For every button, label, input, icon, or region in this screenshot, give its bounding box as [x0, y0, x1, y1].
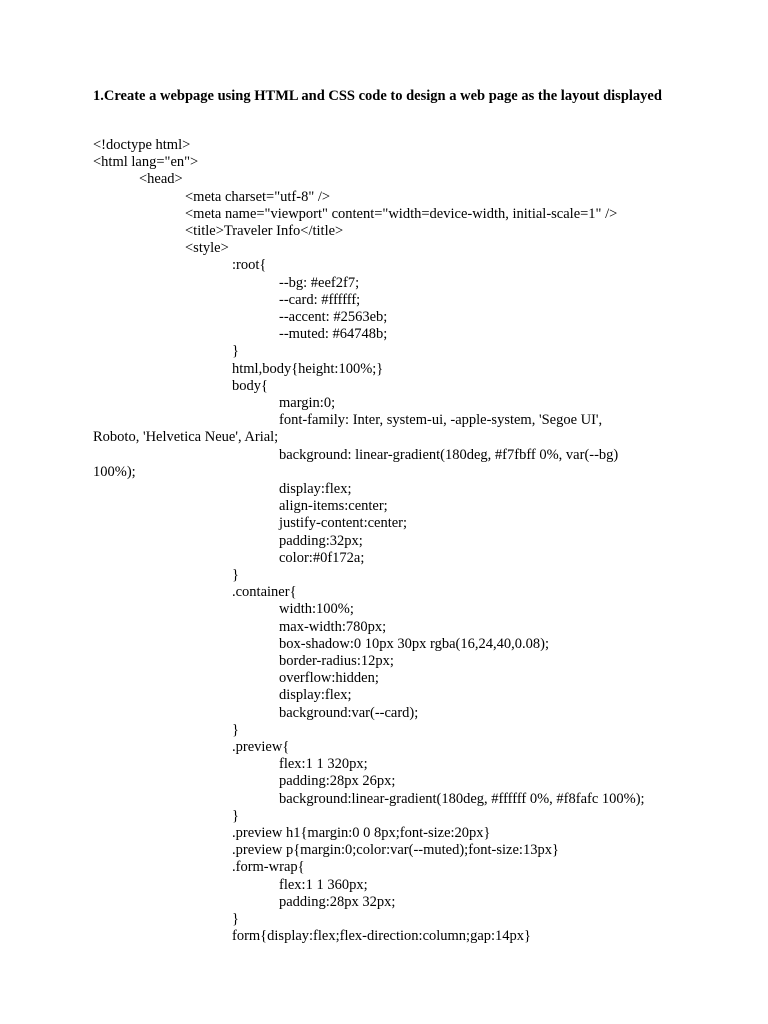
code-line: border-radius:12px;: [279, 653, 394, 669]
code-line: flex:1 1 360px;: [279, 876, 368, 893]
code-line: padding:28px 32px;: [279, 893, 396, 910]
code-line: }: [232, 567, 239, 583]
code-line: --card: #ffffff;: [279, 291, 361, 308]
code-line: width:100%;: [279, 601, 354, 618]
code-line: Roboto, 'Helvetica Neue', Arial;: [93, 429, 279, 446]
code-line: 100%);: [93, 463, 136, 480]
code-line: <html lang="en">: [93, 154, 199, 171]
code-line: font-family: Inter, system-ui, -apple-system, 'Segoe UI',: [279, 412, 603, 429]
code-line: }: [232, 807, 239, 824]
code-line: justify-content:center;: [279, 515, 408, 532]
code-line: .container{: [232, 584, 297, 601]
code-line: }: [232, 343, 239, 360]
code-line: overflow:hidden;: [279, 670, 379, 687]
code-line: padding:32px;: [279, 532, 363, 549]
code-line: box-shadow:0 10px 30px rgba(16,24,40,0.08);: [279, 635, 549, 652]
code-line: max-width:780px;: [279, 618, 387, 635]
code-line: .form-wrap{: [232, 859, 305, 876]
code-line: }: [232, 911, 239, 927]
code-line: --bg: #eef2f7;: [279, 274, 360, 291]
code-line: html,body{height:100%;}: [232, 360, 384, 377]
code-line: --accent: #2563eb;: [279, 309, 388, 325]
code-line: <meta charset="utf-8" />: [185, 188, 331, 205]
question-heading: 1.Create a webpage using HTML and CSS code to design a web page as the layout displayed: [93, 88, 662, 104]
code-line: body{: [232, 377, 268, 394]
code-line: background: linear-gradient(180deg, #f7fbff 0%, var(--bg): [279, 446, 619, 463]
code-line: .preview h1{margin:0 0 8px;font-size:20px}: [232, 825, 491, 841]
code-line: <head>: [139, 171, 183, 188]
code-line: :root{: [232, 257, 267, 274]
code-line: }: [232, 721, 239, 738]
code-line: <!doctype html>: [93, 137, 191, 153]
code-line: flex:1 1 320px;: [279, 756, 368, 773]
code-line: form{display:flex;flex-direction:column;gap:14px}: [232, 928, 532, 945]
code-line: <title>Traveler Info</title>: [185, 223, 344, 239]
code-line: <style>: [185, 240, 229, 257]
code-line: color:#0f172a;: [279, 549, 365, 566]
code-line: align-items:center;: [279, 498, 388, 515]
code-line: background:linear-gradient(180deg, #ffffff 0%, #f8fafc 100%);: [279, 790, 645, 807]
code-line: display:flex;: [279, 481, 352, 497]
code-line: <meta name="viewport" content="width=device-width, initial-scale=1" />: [185, 205, 618, 222]
code-line: margin:0;: [279, 395, 336, 411]
code-line: .preview p{margin:0;color:var(--muted);font-size:13px}: [232, 842, 559, 859]
code-line: padding:28px 26px;: [279, 773, 396, 790]
code-line: .preview{: [232, 739, 290, 755]
code-line: display:flex;: [279, 687, 352, 704]
code-line: background:var(--card);: [279, 704, 419, 721]
code-line: --muted: #64748b;: [279, 326, 388, 343]
